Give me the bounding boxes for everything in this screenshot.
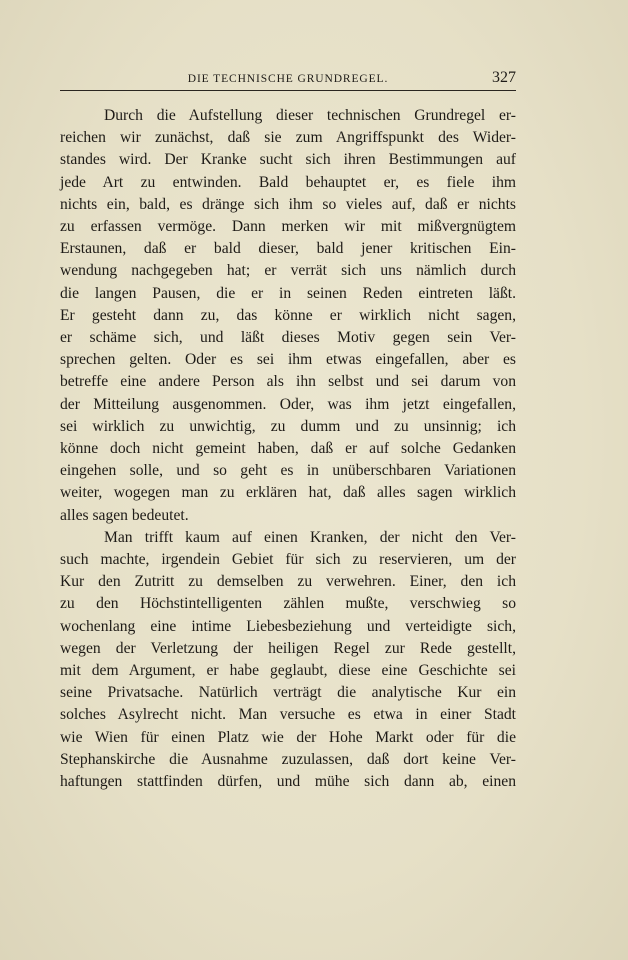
text-line: Durch die Aufstellung dieser technischen Grundregel er- — [104, 107, 516, 124]
text-line: nichts ein, bald, es dränge sich ihm so vieles auf, daß er nichts — [60, 195, 516, 213]
text-line: seine Privatsache. Natürlich verträgt die analytische Kur ein — [60, 684, 516, 702]
book-page — [60, 66, 516, 793]
paragraph-2 — [60, 527, 516, 793]
text-line: such machte, irgendein Gebiet für sich zu reservieren, um der — [60, 551, 516, 569]
text-line: eingehen solle, und so geht es in unüberschbaren Variationen — [60, 462, 516, 480]
text-line: wegen der Verletzung der heiligen Regel zur Rede gestellt, — [60, 639, 516, 657]
text-line: betreffe eine andere Person als ihn selbst und sei darum von — [60, 373, 516, 391]
text-line: jede Art zu entwinden. Bald behauptet er, es fiele ihm — [60, 173, 516, 191]
text-line: standes wird. Der Kranke sucht sich ihren Bestimmungen auf — [60, 151, 516, 169]
text-line: Er gesteht dann zu, das könne er wirklich nicht sagen, — [60, 306, 516, 324]
paragraph-1 — [60, 105, 516, 527]
text-line: alles sagen bedeutet. — [60, 506, 189, 524]
text-line: weiter, wogegen man zu erklären hat, daß alles sagen wirklich — [60, 484, 516, 502]
text-line: wendung nachgegeben hat; er verrät sich uns nämlich durch — [60, 262, 516, 280]
running-title: DIE TECHNISCHE GRUNDREGEL. — [187, 73, 389, 85]
text-line: reichen wir zunächst, daß sie zum Angriffspunkt des Wider- — [60, 129, 516, 147]
text-line: Man trifft kaum auf einen Kranken, der nicht den Ver- — [104, 528, 516, 546]
running-head — [60, 66, 516, 91]
text-line: zu erfassen vermöge. Dann merken wir mit mißvergnügtem — [60, 218, 516, 236]
text-line: der Mitteilung ausgenommen. Oder, was ihm jetzt eingefallen, — [60, 395, 516, 413]
text-line: er schäme sich, und läßt dieses Motiv gegen sein Ver- — [60, 329, 516, 347]
text-line: sei wirklich zu unwichtig, zu dumm und zu unsinnig; ich — [60, 417, 516, 435]
text-line: die langen Pausen, die er in seinen Reden eintreten läßt. — [60, 284, 516, 302]
text-line: Kur den Zutritt zu demselben zu verwehren. Einer, den ich — [60, 573, 516, 591]
text-line: Erstaunen, daß er bald dieser, bald jener kritischen Ein- — [60, 240, 516, 258]
text-line: wochenlang eine intime Liebesbeziehung und verteidigte sich, — [60, 617, 516, 635]
text-line: wie Wien für einen Platz wie der Hohe Markt oder für die — [60, 728, 516, 746]
text-line: solches Asylrecht nicht. Man versuche es etwa in einer Stadt — [60, 706, 516, 724]
text-line: sprechen gelten. Oder es sei ihm etwas eingefallen, aber es — [60, 351, 516, 369]
text-line: könne doch nicht gemeint haben, daß er auf solche Gedanken — [60, 440, 516, 458]
text-line: mit dem Argument, er habe geglaubt, diese eine Geschichte sei — [60, 662, 516, 680]
text-line: Stephanskirche die Ausnahme zuzulassen, daß dort keine Ver- — [60, 750, 516, 768]
body-text — [60, 105, 516, 793]
text-line: zu den Höchstintelligenten zählen mußte, verschwieg so — [60, 595, 516, 613]
page-number: 327 — [492, 69, 516, 86]
text-line: haftungen stattfinden dürfen, und mühe sich dann ab, einen — [60, 773, 516, 791]
